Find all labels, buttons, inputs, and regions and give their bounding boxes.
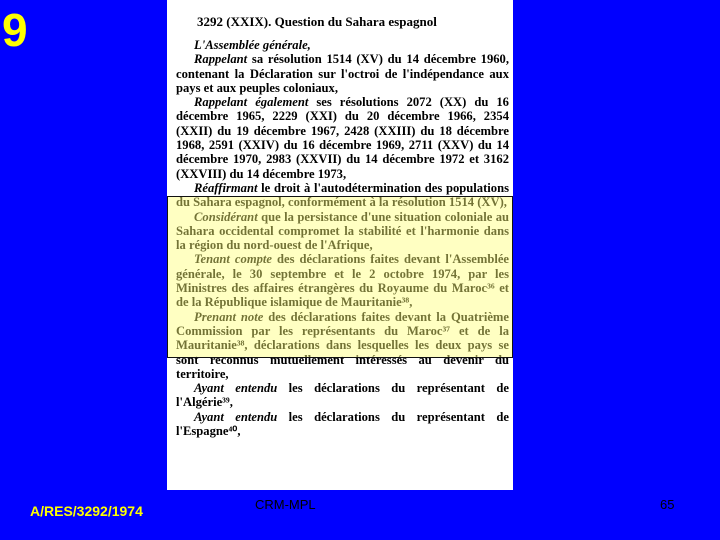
document-title: 3292 (XXIX). Question du Sahara espagnol [197,14,437,29]
scanned-document [167,0,513,490]
paragraph-lead: Prenant note [194,309,264,324]
resolution-reference: A/RES/3292/1974 [30,503,143,519]
paragraph-lead: Réaffirmant [194,180,258,195]
paragraph-lead: Ayant entendu [194,381,278,396]
paragraph-5: Tenant compte des déclarations faites devant l'Assemblée générale, le 30 septembre et le 2 octobre 1974, par les Ministres des affaires étrangères du Royaume du Maroc³⁶ et de la République islamique de Mauritanie³⁸, [176,252,510,310]
paragraph-lead: Rappelant [194,52,248,67]
paragraph-2: Rappelant également ses résolutions 2072 (XX) du 16 décembre 1965, 2229 (XXI) du 20 décembre 1966, 2354 (XXII) du 19 décembre 1967, 2428 (XXIII) du 18 décembre 1968, 2591 (XXIV) du 16 décembre 1969, 2711 (XXV) du 14 décembre 1970, 2983 (XXVII) du 14 décembre 1972 et 3162 (XXVIII) du 14 décembre 1973, [176,95,509,181]
paragraph-6: Prenant note des déclarations faites devant la Quatrième Commission par les représentants du Maroc³⁷ et de la Mauritanie³⁸, déclarations dans lesquelles les deux pays se sont reconnus mutuellement intéressés au devenir du territoire, [176,309,509,381]
document-body [176,38,509,438]
paragraph-3: Réaffirmant le droit à l'autodétermination des populations du Sahara espagnol, conformément à la résolution 1514 (XV), [176,180,509,210]
footer-label: CRM-MPL [255,497,316,512]
paragraph-7: Ayant entendu les déclarations du représentant de l'Algérie³⁹, [176,381,509,410]
slide-number: 9 [2,4,28,56]
paragraph-8: Ayant entendu les déclarations du représentant de l'Espagne⁴⁰, [176,409,509,439]
paragraph-lead: Rappelant également [194,95,309,110]
page-number: 65 [660,497,675,512]
paragraph-lead: L'Assemblée générale, [194,38,311,52]
paragraph-lead: Tenant compte [194,252,273,267]
paragraph-1: Rappelant sa résolution 1514 (XV) du 14 décembre 1960, contenant la Déclaration sur l'octroi de l'indépendance aux pays et aux peuples coloniaux, [176,52,509,95]
paragraph-lead: Considérant [194,209,258,224]
paragraph-0 [176,38,509,52]
paragraph-4: Considérant que la persistance d'une situation coloniale au Sahara occidental compromet la stabilité et l'harmonie dans la région du nord-ouest de l'Afrique, [176,209,509,253]
paragraph-lead: Ayant entendu [194,409,278,424]
